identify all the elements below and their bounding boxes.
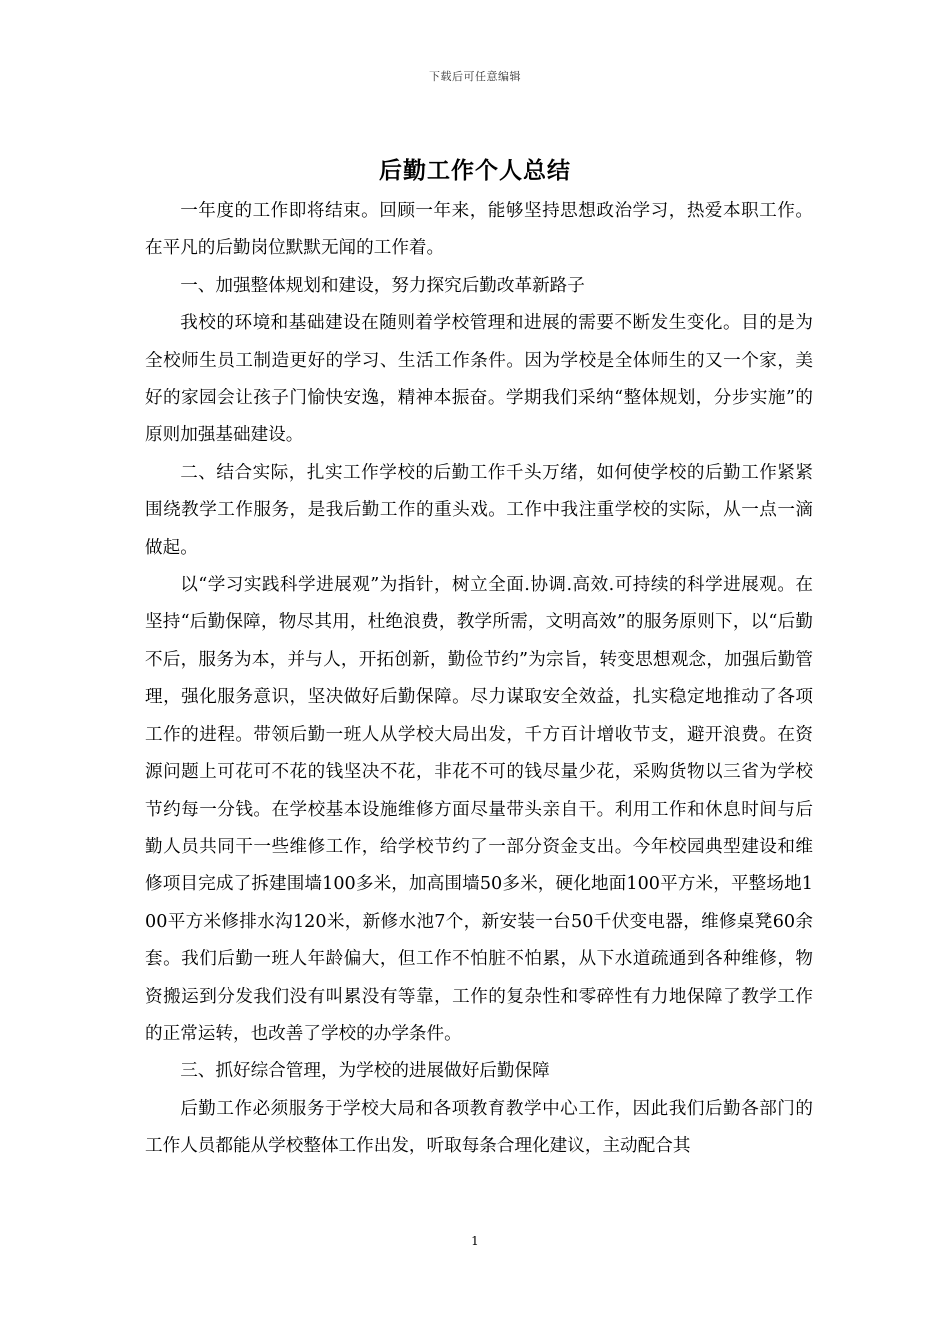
paragraph: 我校的环境和基础建设在随则着学校管理和进展的需要不断发生变化。目的是为全校师生员工制造更好的学习、生活工作条件。因为学校是全体师生的又一个家，美好的家园会让孩子门愉快安逸，精神本振奋。学期我们采纳“整体规划，分步实施”的原则加强基础建设。 bbox=[145, 313, 813, 446]
header-note: 下载后可任意编辑 bbox=[429, 70, 521, 83]
section-heading-2: 二、结合实际，扎实工作学校的后勤工作千头万绪，如何使学校的后勤工作紧紧围绕教学工作服务，是我后勤工作的重头戏。工作中我注重学校的实际，从一点一滴做起。 bbox=[145, 462, 813, 558]
paragraph: 以“学习实践科学进展观”为指针，树立全面.协调.高效.可持续的科学进展观。在坚持“后勤保障，物尽其用，杜绝浪费，教学所需，文明高效”的服务原则下，以“后勤不后，服务为本，并与人，开拓创新，勤俭节约”为宗旨，转变思想观念，加强后勤管理，强化服务意识，坚决做好后勤保障。尽力谋取安全效益，扎实稳定地推动了各项工作的进程。带领后勤一班人从学校大局出发，千方百计增收节支，避开浪费。在资源问题上可花可不花的钱坚决不花，非花不可的钱尽量少花，采购货物以三省为学校节约每一分钱。在学校基本设施维修方面尽量带头亲自干。利用工作和休息时间与后勤人员共同干一些维修工作，给学校节约了一部分资金支出。今年校园典型建设和维修项目完成了拆建围墙100多米，加高围墙50多米，硬化地面100平方米，平整场地100平方米修排水沟120米，新修水池7个，新安装一台50千伏变电器，维修桌凳60余套。我们后勤一班人年龄偏大，但工作不怕脏不怕累，从下水道疏通到各种维修，物资搬运到分发我们没有叫累没有等靠，工作的复杂性和零碎性有力地保障了教学工作的正常运转，也改善了学校的办学条件。 bbox=[145, 575, 813, 1044]
page-number: 1 bbox=[471, 1234, 479, 1248]
section-heading-3: 三、抓好综合管理，为学校的进展做好后勤保障 bbox=[180, 1061, 550, 1082]
paragraph: 后勤工作必须服务于学校大局和各项教育教学中心工作，因此我们后勤各部门的工作人员都能从学校整体工作出发，听取每条合理化建议，主动配合其 bbox=[145, 1098, 813, 1157]
document-title: 后勤工作个人总结 bbox=[379, 157, 571, 184]
paragraph-intro: 一年度的工作即将结束。回顾一年来，能够坚持思想政治学习，热爱本职工作。在平凡的后勤岗位默默无闻的工作着。 bbox=[145, 201, 813, 259]
section-heading-1: 一、加强整体规划和建设，努力探究后勤改革新路子 bbox=[180, 275, 585, 296]
document-body bbox=[145, 193, 813, 1166]
